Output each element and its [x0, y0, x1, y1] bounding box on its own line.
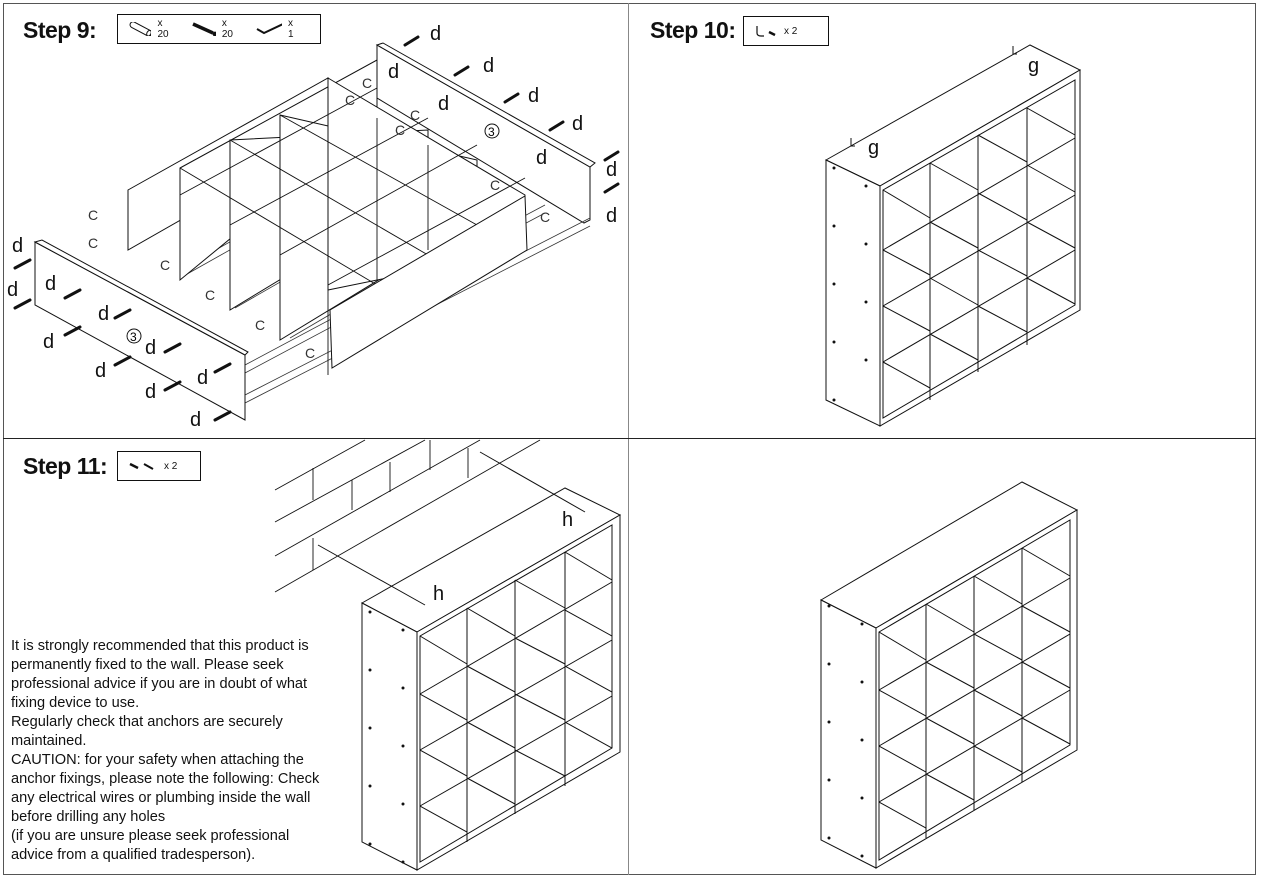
warning-line: professional advice if you are in doubt of what	[11, 676, 308, 692]
warning-line: maintained.	[11, 733, 87, 749]
svg-text:d: d	[438, 93, 450, 115]
svg-text:d: d	[528, 85, 540, 107]
svg-text:d: d	[145, 381, 157, 403]
svg-text:d: d	[606, 159, 618, 181]
anchor-callout-left: h	[433, 583, 445, 605]
screw-qty: x 20	[221, 18, 233, 40]
svg-text:d: d	[483, 55, 495, 77]
final-assembly-diagram	[630, 438, 1256, 875]
anchor-callout-right: h	[562, 509, 574, 531]
svg-text:d: d	[43, 331, 55, 353]
svg-text:3: 3	[488, 125, 495, 139]
bracket-callout-right: g	[1028, 55, 1040, 77]
step-9-diagram	[0, 0, 630, 438]
svg-text:d: d	[7, 279, 19, 301]
dowel-qty: x 20	[157, 18, 169, 40]
step-10-diagram	[630, 0, 1256, 438]
svg-text:C: C	[88, 235, 99, 251]
allen-key-qty: x 1	[287, 18, 294, 40]
svg-text:d: d	[12, 235, 24, 257]
svg-text:d: d	[430, 23, 442, 45]
warning-line: (if you are unsure please seek professional	[11, 828, 290, 844]
svg-text:C: C	[88, 207, 99, 223]
warning-line: advice from a qualified tradesperson).	[11, 847, 256, 863]
svg-text:d: d	[388, 61, 400, 83]
step-10-title: Step 10:	[650, 17, 736, 43]
svg-text:d: d	[190, 409, 202, 431]
wall-fixing-warning	[11, 637, 356, 865]
svg-text:d: d	[572, 113, 584, 135]
svg-text:d: d	[197, 367, 209, 389]
warning-line: fixing device to use.	[11, 695, 140, 711]
bracket-qty: x 2	[784, 25, 798, 37]
svg-text:C: C	[410, 107, 421, 123]
svg-text:d: d	[536, 147, 548, 169]
svg-text:C: C	[255, 317, 266, 333]
warning-line: anchor fixings, please note the following: Check	[11, 771, 320, 787]
warning-line: permanently fixed to the wall. Please seek	[11, 657, 284, 673]
step-11-parts-box	[117, 451, 201, 481]
wall-plug-qty: x 2	[164, 460, 178, 472]
svg-text:C: C	[540, 209, 551, 225]
warning-line: before drilling any holes	[11, 809, 166, 825]
svg-text:C: C	[362, 75, 373, 91]
svg-text:C: C	[345, 92, 356, 108]
svg-text:3: 3	[130, 330, 137, 344]
svg-text:C: C	[205, 287, 216, 303]
warning-line: Regularly check that anchors are securely	[11, 714, 283, 730]
svg-text:d: d	[98, 303, 110, 325]
step-11-title: Step 11:	[23, 453, 108, 479]
bracket-callout-left: g	[868, 137, 880, 159]
warning-line: It is strongly recommended that this product is	[11, 638, 309, 654]
svg-text:d: d	[95, 360, 107, 382]
svg-text:C: C	[160, 257, 171, 273]
svg-text:C: C	[395, 122, 406, 138]
warning-line: CAUTION: for your safety when attaching the	[11, 752, 304, 768]
wall-plug-screw-icon	[128, 459, 158, 473]
svg-text:d: d	[45, 273, 57, 295]
svg-text:d: d	[606, 205, 618, 227]
warning-line: any electrical wires or plumbing inside the wall	[11, 790, 311, 806]
svg-text:C: C	[490, 177, 501, 193]
step-9-title: Step 9:	[23, 17, 97, 43]
svg-text:C: C	[305, 345, 316, 361]
svg-text:d: d	[145, 337, 157, 359]
